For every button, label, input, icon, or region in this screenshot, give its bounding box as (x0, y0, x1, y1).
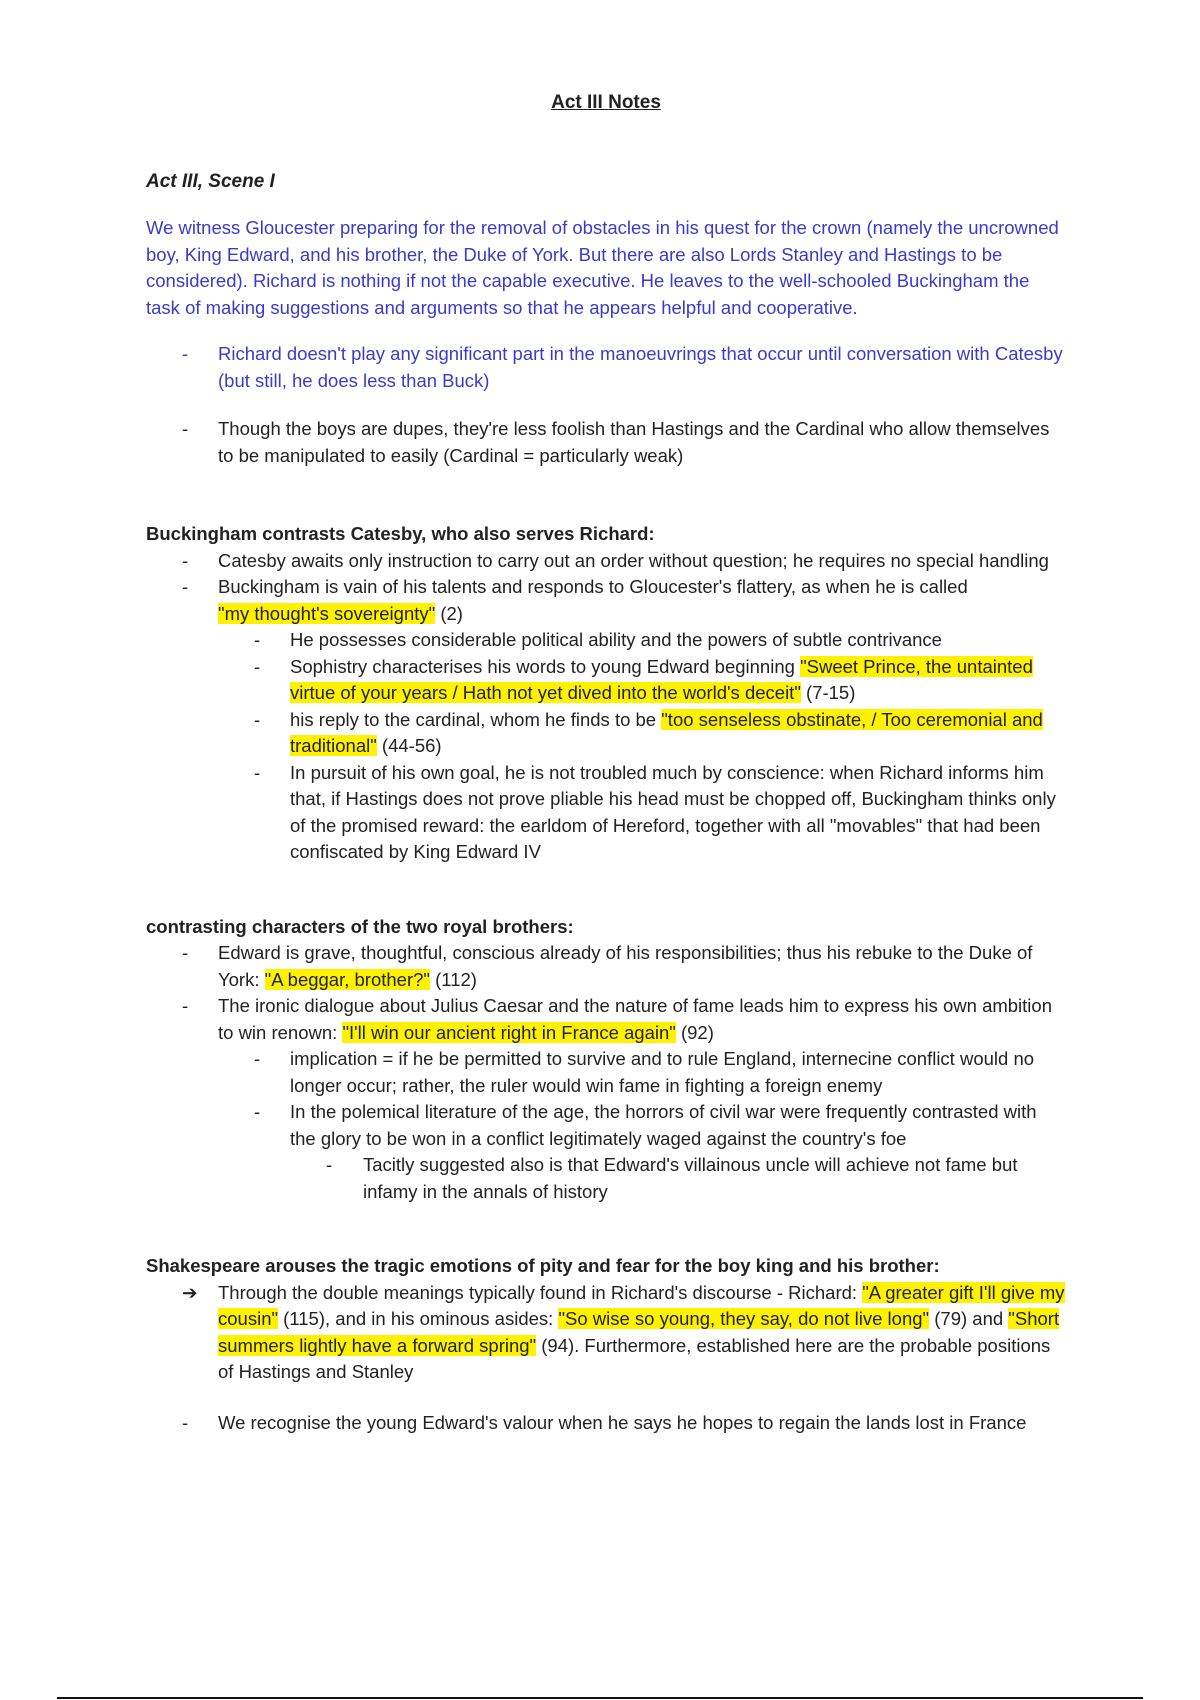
bullet-text: He possesses considerable political ability and the powers of subtle contrivance (290, 629, 942, 650)
bullet-dash: - (182, 549, 189, 571)
bullet-text: In pursuit of his own goal, he is not troubled much by conscience: when Richard informs him that, if Hastings does not prove pliable his head must be chopped off, Buckingham thinks only of the promised reward: the earldom of Hereford, together with all "movables" that had been confiscated by King Edward IV (290, 761, 1056, 862)
bullet-dash: - (182, 418, 189, 439)
highlighted-quote: "too senseless obstinate, / Too ceremonial and traditional" (290, 708, 1043, 756)
buckingham-list (146, 548, 1066, 866)
bullet-text: implication = if he be permitted to survive and to rule England, internecine conflict would no longer occur; rather, the ruler would win fame in fighting a foreign enemy (290, 1048, 1035, 1096)
bullet-text: Though the boys are dupes, they're less foolish than Hastings and the Cardinal who allow themselves to be manipulated to easily (Cardinal = particularly weak) (218, 418, 1050, 466)
list-item (146, 1099, 1066, 1152)
bullet-dash: - (182, 343, 189, 364)
section-heading-buckingham: Buckingham contrasts Catesby, who also serves Richard: (146, 523, 655, 544)
bullet-text: Tacitly suggested also is that Edward's villainous uncle will achieve not fame but infamy in the annals of history (363, 1154, 1018, 1202)
brothers-list (146, 940, 1066, 1205)
list-item (146, 1280, 1066, 1386)
arrow-icon: ➔ (182, 1281, 198, 1303)
bullet-text: (115), and in his ominous asides: (278, 1308, 559, 1329)
highlighted-quote: "So wise so young, they say, do not live long" (558, 1308, 930, 1329)
tragic-list (146, 1280, 1066, 1437)
bullet-text: The ironic dialogue about Julius Caesar and the nature of fame leads him to express his own ambition to win renown: (218, 995, 1052, 1043)
bullet-dash: - (254, 708, 261, 730)
bullet-text: (79) and (929, 1308, 1009, 1329)
bullet-text: (94). Furthermore, established here are the probable positions of Hastings and Stanley (218, 1334, 1051, 1382)
list-item (146, 993, 1066, 1046)
list-item (146, 940, 1066, 993)
footer-rule (57, 1697, 1143, 1699)
highlighted-quote: "Sweet Prince, the untainted virtue of your years / Hath not yet dived into the world's deceit" (290, 655, 1033, 703)
line-reference: (92) (675, 1021, 714, 1043)
bullet-dash: - (254, 655, 261, 677)
section-heading-tragic: Shakespeare arouses the tragic emotions of pity and fear for the boy king and his brother: (146, 1255, 940, 1276)
bullet-dash: - (254, 629, 261, 650)
bullet-dash: - (182, 576, 189, 597)
bullet-dash: - (254, 1101, 261, 1122)
list-item (146, 548, 1066, 575)
bullet-dash: - (254, 1048, 261, 1069)
bullet-text: Richard doesn't play any significant part in the manoeuvrings that occur until conversation with Catesby (but still, he does less than Buck) (218, 343, 1063, 391)
line-reference: (2) (435, 602, 463, 624)
list-item (146, 654, 1066, 707)
list-item (146, 1152, 1066, 1205)
document-page (146, 90, 1066, 1436)
line-reference: (44-56) (376, 735, 442, 756)
bullet-text: We recognise the young Edward's valour when he says he hopes to regain the lands lost in France (218, 1411, 1027, 1433)
list-item (146, 627, 1066, 654)
bullet-text: his reply to the cardinal, whom he finds to be (290, 708, 662, 730)
bullet-text: Through the double meanings typically found in Richard's discourse - Richard: (218, 1281, 863, 1303)
intro-paragraph: We witness Gloucester preparing for the removal of obstacles in his quest for the crown (namely the uncrowned boy, King Edward, and his brother, the Duke of York. But there are also Lords Stanley and Hastings to be considered). Richard is nothing if not the capable executive. He leaves to the well-schooled Buckingham the task of making suggestions and arguments so that he appears helpful and cooperative. (146, 217, 1059, 318)
highlighted-quote: "Short summers lightly have a forward spring" (218, 1308, 1060, 1356)
bullet-dash: - (254, 761, 261, 783)
bullet-dash: - (182, 995, 189, 1016)
bullet-text: Sophistry characterises his words to young Edward beginning (290, 655, 801, 677)
list-item (146, 1410, 1066, 1437)
bullet-dash: - (182, 1411, 189, 1433)
list-item (146, 707, 1066, 760)
list-item (146, 416, 1066, 469)
bullet-text: Catesby awaits only instruction to carry out an order without question; he requires no special handling (218, 549, 1049, 571)
list-item (146, 574, 1066, 627)
top-bullet-list (146, 341, 1066, 469)
scene-heading: Act III, Scene I (146, 170, 275, 192)
bullet-dash: - (326, 1154, 333, 1175)
list-item (146, 760, 1066, 866)
bullet-dash: - (182, 942, 189, 963)
line-reference: (7-15) (800, 682, 856, 703)
bullet-text: In the polemical literature of the age, the horrors of civil war were frequently contrasted with the glory to be won in a conflict legitimately waged against the country's foe (290, 1101, 1037, 1149)
bullet-text: Buckingham is vain of his talents and responds to Gloucester's flattery, as when he is called (218, 576, 968, 597)
highlighted-quote: "A beggar, brother?" (264, 968, 430, 990)
list-item (146, 1046, 1066, 1099)
highlighted-quote: "I'll win our ancient right in France again" (342, 1021, 676, 1043)
line-reference: (112) (430, 968, 477, 990)
highlighted-quote: "A greater gift I'll give my cousin" (218, 1281, 1065, 1329)
section-heading-brothers: contrasting characters of the two royal brothers: (146, 915, 574, 937)
page-title: Act III Notes (551, 92, 661, 113)
highlighted-quote: "my thought's sovereignty" (218, 602, 436, 624)
list-item (146, 341, 1066, 394)
bullet-text: Edward is grave, thoughtful, conscious already of his responsibilities; thus his rebuke to the Duke of York: (218, 942, 1033, 990)
